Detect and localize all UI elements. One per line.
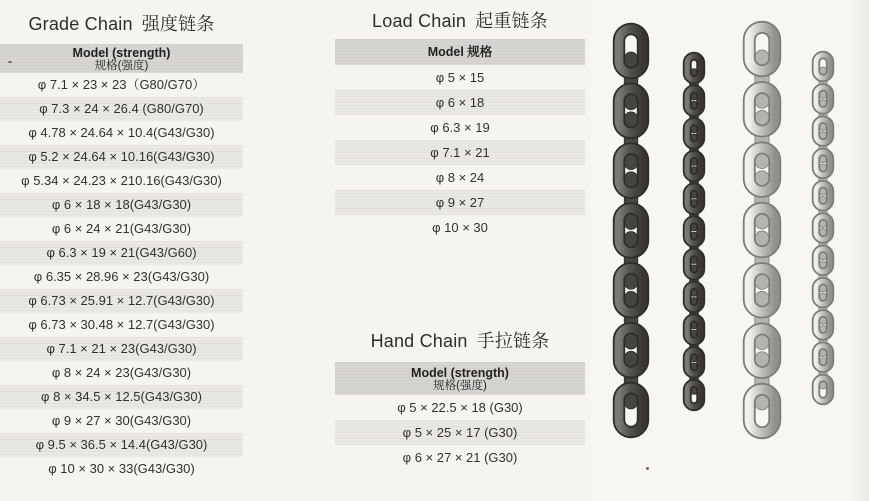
hand-header-line1: Model (strength) <box>411 366 509 380</box>
spec-row: φ 7.1 × 21 <box>335 140 585 165</box>
hand-header-line2: 规格(强度) <box>433 380 487 392</box>
grade-header-line1: Model (strength) <box>72 46 171 60</box>
spec-row: φ 6.73 × 25.91 × 12.7(G43/G30) <box>0 289 243 313</box>
grade-header-line2: 规格(强度) <box>94 60 149 72</box>
grade-title-en: Grade Chain <box>28 14 133 34</box>
spec-row: φ 5 × 25 × 17 (G30) <box>335 420 585 445</box>
spec-row: φ 9.5 × 36.5 × 14.4(G43/G30) <box>0 433 243 457</box>
spec-row: φ 6.3 × 19 <box>430 120 490 135</box>
hand-title-zh: 手拉链条 <box>476 331 550 351</box>
hand-table-body <box>335 395 585 470</box>
spec-row: φ 10 × 30 × 33(G43/G30) <box>48 461 195 476</box>
spec-row: φ 6 × 24 × 21(G43/G30) <box>51 221 192 236</box>
spec-row: φ 5.34 × 24.23 × 210.16(G43/G30) <box>21 173 222 188</box>
hand-table-header <box>335 362 585 395</box>
silver-thick-chain-image <box>749 27 775 433</box>
chains-photo-svg <box>590 0 869 501</box>
spec-row: φ 7.1 × 21 × 23(G43/G30) <box>0 337 243 361</box>
grade-table <box>0 44 243 481</box>
grade-table-body <box>0 73 243 481</box>
spec-row: φ 6.73 × 30.48 × 12.7(G43/G30) <box>28 317 215 332</box>
spec-row: φ 5 × 15 <box>435 70 485 85</box>
load-section-title <box>335 7 585 33</box>
spec-row: φ 6 × 18 × 18(G43/G30) <box>0 193 243 217</box>
spec-row: φ 6.3 × 19 × 21(G43/G60) <box>0 241 243 265</box>
hand-title-en: Hand Chain <box>370 331 468 351</box>
spec-row: φ 9 × 27 <box>335 190 585 215</box>
scan-speck <box>646 467 649 470</box>
spec-row: φ 6.35 × 28.96 × 23(G43/G30) <box>33 269 210 284</box>
spec-row: φ 8 × 24 <box>435 170 485 185</box>
spec-row: φ 4.78 × 24.64 × 10.4(G43/G30) <box>28 125 215 140</box>
spec-row: φ 8 × 24 × 23(G43/G30) <box>51 365 192 380</box>
hand-table <box>335 362 585 470</box>
black-thick-chain-image <box>619 29 643 432</box>
spec-row: φ 5.2 × 24.64 × 10.16(G43/G30) <box>0 145 243 169</box>
grade-table-header <box>0 44 243 73</box>
spec-row: φ 5 × 22.5 × 18 (G30) <box>397 400 523 415</box>
spec-row: φ 9 × 27 × 30(G43/G30) <box>51 413 192 428</box>
spec-row: φ 6 × 18 <box>335 90 585 115</box>
spec-row: φ 10 × 30 <box>432 220 488 235</box>
load-title-zh: 起重链条 <box>475 11 548 31</box>
spec-row: φ 6 × 27 × 21 (G30) <box>402 450 518 465</box>
chains-photo <box>590 0 869 501</box>
load-table-header: Model 规格 <box>335 39 585 65</box>
load-title-en: Load Chain <box>372 11 467 31</box>
hand-section-title <box>335 327 585 353</box>
spec-row: φ 7.1 × 23 × 23（G80/G70） <box>37 77 206 92</box>
spec-row: φ 7.3 × 24 × 26.4 (G80/G70) <box>0 97 243 121</box>
spec-row: φ 8 × 34.5 × 12.5(G43/G30) <box>0 385 243 409</box>
black-thin-chain-image <box>687 56 701 407</box>
load-table <box>335 39 585 240</box>
grade-section-title <box>0 10 243 36</box>
silver-thin-chain-image <box>816 55 830 401</box>
load-table-body <box>335 65 585 240</box>
grade-title-zh: 强度链条 <box>141 14 215 34</box>
scan-speck <box>8 61 12 63</box>
